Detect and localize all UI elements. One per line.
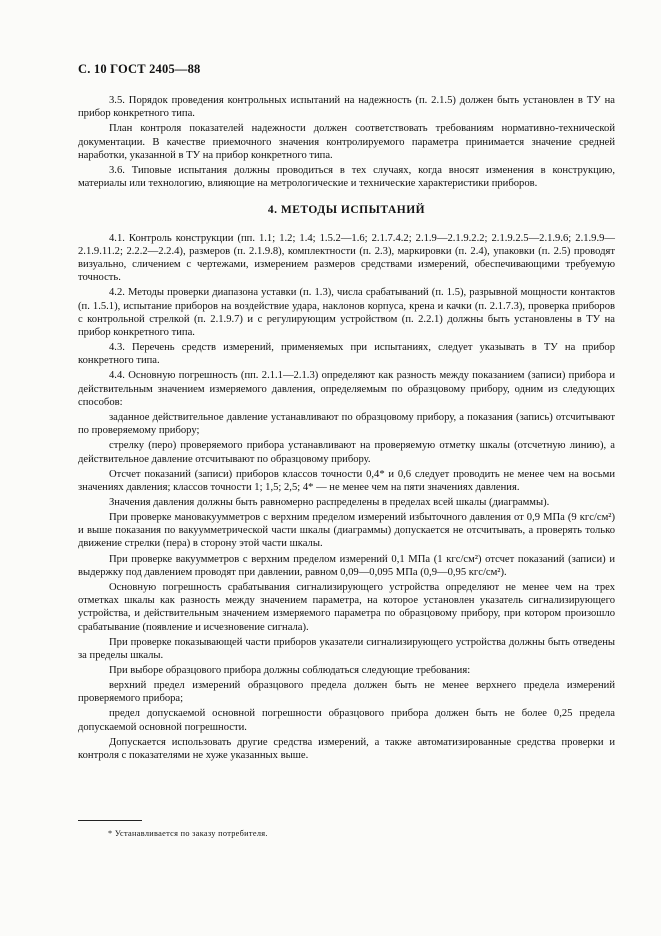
paragraph: При проверке вакуумметров с верхним пределом измерений 0,1 МПа (1 кгс/см²) отсчет показаний (записи) и выдержку под давлением проводят при давлении, равном 0,09—0,095 МПа (0,9—0,95 кгс/см²). — [78, 553, 615, 578]
paragraph: 3.5. Порядок проведения контрольных испытаний на надежность (п. 2.1.5) должен быть установлен в ТУ на прибор конкретного типа. — [78, 95, 615, 120]
paragraph: 4.2. Методы проверки диапазона уставки (п. 1.3), числа срабатываний (п. 1.5), разрывной мощности контактов (п. 1.5.1), испытание приборов на воздействие удара, наклонов корпуса, крена и качки (п. 2.1.7.3), проверка приборов с контрольной стрелкой (п. 2.1.9.7) и с регулирующим устройством (п. 2.2.1) должны быть установлены в ТУ на прибор конкретного типа. — [78, 287, 615, 339]
paragraph: При выборе образцового прибора должны соблюдаться следующие требования: — [109, 664, 471, 676]
paragraph: 3.6. Типовые испытания должны проводиться в тех случаях, когда вносят изменения в конструкцию, материалы или технологию, влияющие на метрологические и технические характеристики приборов. — [78, 164, 615, 190]
paragraph: План контроля показателей надежности должен соответствовать требованиям нормативно-технической документации. В качестве приемочного значения контролируемого параметра принимается значение средней наработки, указанной в ТУ на прибор конкретного типа. — [78, 123, 615, 161]
document-body — [78, 94, 615, 764]
paragraph: Значения давления должны быть равномерно распределены в пределах всей шкалы (диаграммы). — [109, 496, 550, 508]
paragraph: 4.4. Основную погрешность (пп. 2.1.1—2.1.3) определяют как разность между показанием (записи) прибора и действительным значением измеряемого давления, определяемым по образцовому прибору, одним из следующих способов: — [78, 370, 615, 408]
paragraph: Отсчет показаний (записи) приборов классов точности 0,4* и 0,6 следует проводить не менее чем на восьми значениях давления; классов точности 1; 1,5; 2,5; 4* — не менее чем на пяти значениях давления. — [78, 468, 615, 493]
paragraph: При проверке мановакуумметров с верхним пределом измерений избыточного давления от 0,9 МПа (9 кгс/см²) и выше показания по вакуумметрической части шкалы (диаграммы) допускается не отсчитывать, а проверять только движение стрелки (пера) в сторону этой части шкалы. — [78, 511, 615, 550]
paragraph: верхний предел измерений образцового предела должен быть не менее верхнего предела измерений проверяемого прибора; — [78, 679, 615, 705]
paragraph: 4.3. Перечень средств измерений, применяемых при испытаниях, следует указывать в ТУ на прибор конкретного типа. — [78, 342, 615, 367]
paragraph: стрелку (перо) проверяемого прибора устанавливают на проверяемую отметку шкалы (отсчетную линию), а действительное давление отсчитывают по образцовому прибору. — [78, 440, 615, 465]
paragraph: предел допускаемой основной погрешности образцового прибора должен быть не более 0,25 предела допускаемой основной погрешности. — [78, 708, 615, 733]
section-title: 4. МЕТОДЫ ИСПЫТАНИЙ — [267, 204, 426, 217]
paragraph: заданное действительное давление устанавливают по образцовому прибору, а показания (запись) отсчитывают по проверяемому прибору; — [78, 412, 615, 437]
footnote: * Устанавливается по заказу потребителя. — [108, 829, 268, 838]
paragraph: Допускается использовать другие средства измерений, а также автоматизированные средства проверки и контроля с показателями не хуже указанных выше. — [78, 736, 615, 761]
paragraph: Основную погрешность срабатывания сигнализирующего устройства определяют не менее чем на трех отметках шкалы как разность между значением параметра, на которое установлен указатель сигнализирующего устройства, и действительным значением измеряемого параметра по образцовому прибору, при котором произошло срабатывание (появление и исчезновение сигнала). — [78, 581, 615, 633]
footnote-divider — [78, 820, 142, 821]
paragraph: При проверке показывающей части приборов указатели сигнализирующего устройства должны быть отведены за пределы шкалы. — [78, 636, 615, 661]
paragraph: 4.1. Контроль конструкции (пп. 1.1; 1.2; 1.4; 1.5.2—1.6; 2.1.7.4.2; 2.1.9—2.1.9.2.2; 2.1.9.2.5—2.1.9.6; 2.1.9.9—2.1.9.11.2; 2.2.2—2.2.4), размеров (п. 2.1.9.8), комплектности (п. 2.3), маркировки (п. 2.4), упаковки (п. 2.5) проводят визуально, сличением с чертежами, измерением размеров средствами измерений, обеспечивающими требуемую точность. — [78, 232, 615, 284]
page-header: С. 10 ГОСТ 2405—88 — [78, 62, 201, 76]
